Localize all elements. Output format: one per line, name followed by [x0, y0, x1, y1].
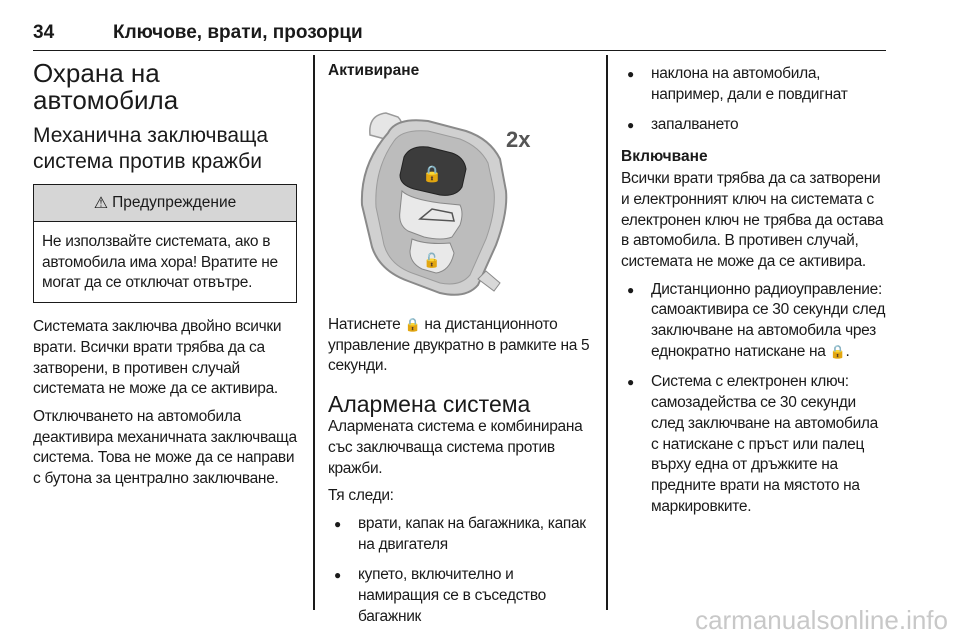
column-left: [33, 60, 299, 497]
subsection-title: Механична заключваща система против кражби: [33, 124, 269, 173]
chapter-title: Ключове, врати, прозорци: [113, 22, 363, 43]
switching-on-paragraph: Всички врати трябва да са затворени и електронният ключ на системата с електронен ключ не трябва да остава в автомобила. В противен случай, системата не може да се активира.: [621, 170, 884, 270]
list-item: ● наклона на автомобила, например, дали е повдигнат: [621, 64, 887, 105]
warning-box: [33, 184, 297, 303]
instruction-text-pre: Натиснете: [328, 316, 401, 333]
lock-icon: 🔒: [422, 164, 442, 183]
paragraph: Системата заключва двойно всички врати. Всички врати трябва да са затворени, в противен случай системата не може да се активира.: [33, 318, 282, 398]
switching-on-heading: Включване: [621, 148, 708, 166]
list-item: ● Дистанционно радиоуправление: самоактивира се 30 секунди след заключване на автомобила чрез еднократно натискане на 🔒.: [621, 280, 887, 363]
watermark: carmanualsonline.info: [695, 605, 948, 635]
column-middle: [328, 60, 594, 637]
list-item: ● запалването: [621, 115, 887, 136]
instruction-paragraph: [328, 315, 594, 377]
section-title: Охрана на автомобила: [33, 58, 179, 115]
warning-text: Не използвайте системата, ако в автомобила има хора! Вратите не могат да се отключат отвътре.: [42, 233, 278, 292]
warning-header: [34, 185, 296, 222]
list-item: ● Система с електронен ключ: самозадейства се 30 секунди след заключване на автомобила с натискане с пръст или палец върху една от дръжките на предните врати на мястото на маркировките.: [621, 372, 887, 517]
activation-heading: Активиране: [328, 62, 420, 79]
press-twice-label: 2x: [506, 127, 531, 152]
monitored-list-continued: [621, 64, 887, 136]
monitors-intro: Тя следи:: [328, 487, 394, 505]
lock-icon: 🔒: [404, 317, 421, 332]
warning-heading: Предупреждение: [112, 194, 237, 211]
page-number: 34: [33, 22, 55, 43]
alarm-paragraph: Алармената система е комбинирана със заключваща система против кражби.: [328, 418, 583, 477]
key-fob-illustration: [328, 95, 594, 303]
instruction-text-post: на дистанционното управление двукратно в рамките на 5 секунди.: [328, 316, 590, 375]
unlock-icon: 🔓: [423, 253, 441, 269]
paragraph: Отключването на автомобила деактивира механичната заключваща система. Това не може да се направи с бутона за централно заключване.: [33, 407, 297, 488]
lock-icon: 🔒: [829, 343, 846, 359]
column-right: [621, 64, 887, 527]
column-divider: [606, 55, 608, 610]
alarm-title: Алармена система: [328, 391, 531, 418]
warning-triangle-icon: ⚠: [93, 195, 109, 212]
list-item: ● купето, включително и намиращия се в съседство багажник: [328, 565, 594, 627]
list-item-text: Дистанционно радиоуправление: самоактивира се 30 секунди след заключване на автомобила чрез еднократно натискане на: [651, 280, 886, 360]
list-item: ● врати, капак на багажника, капак на двигателя: [328, 514, 594, 555]
page-header: [33, 20, 886, 51]
column-divider: [313, 55, 315, 610]
monitored-list: [328, 514, 594, 628]
activation-methods-list: [621, 280, 887, 518]
